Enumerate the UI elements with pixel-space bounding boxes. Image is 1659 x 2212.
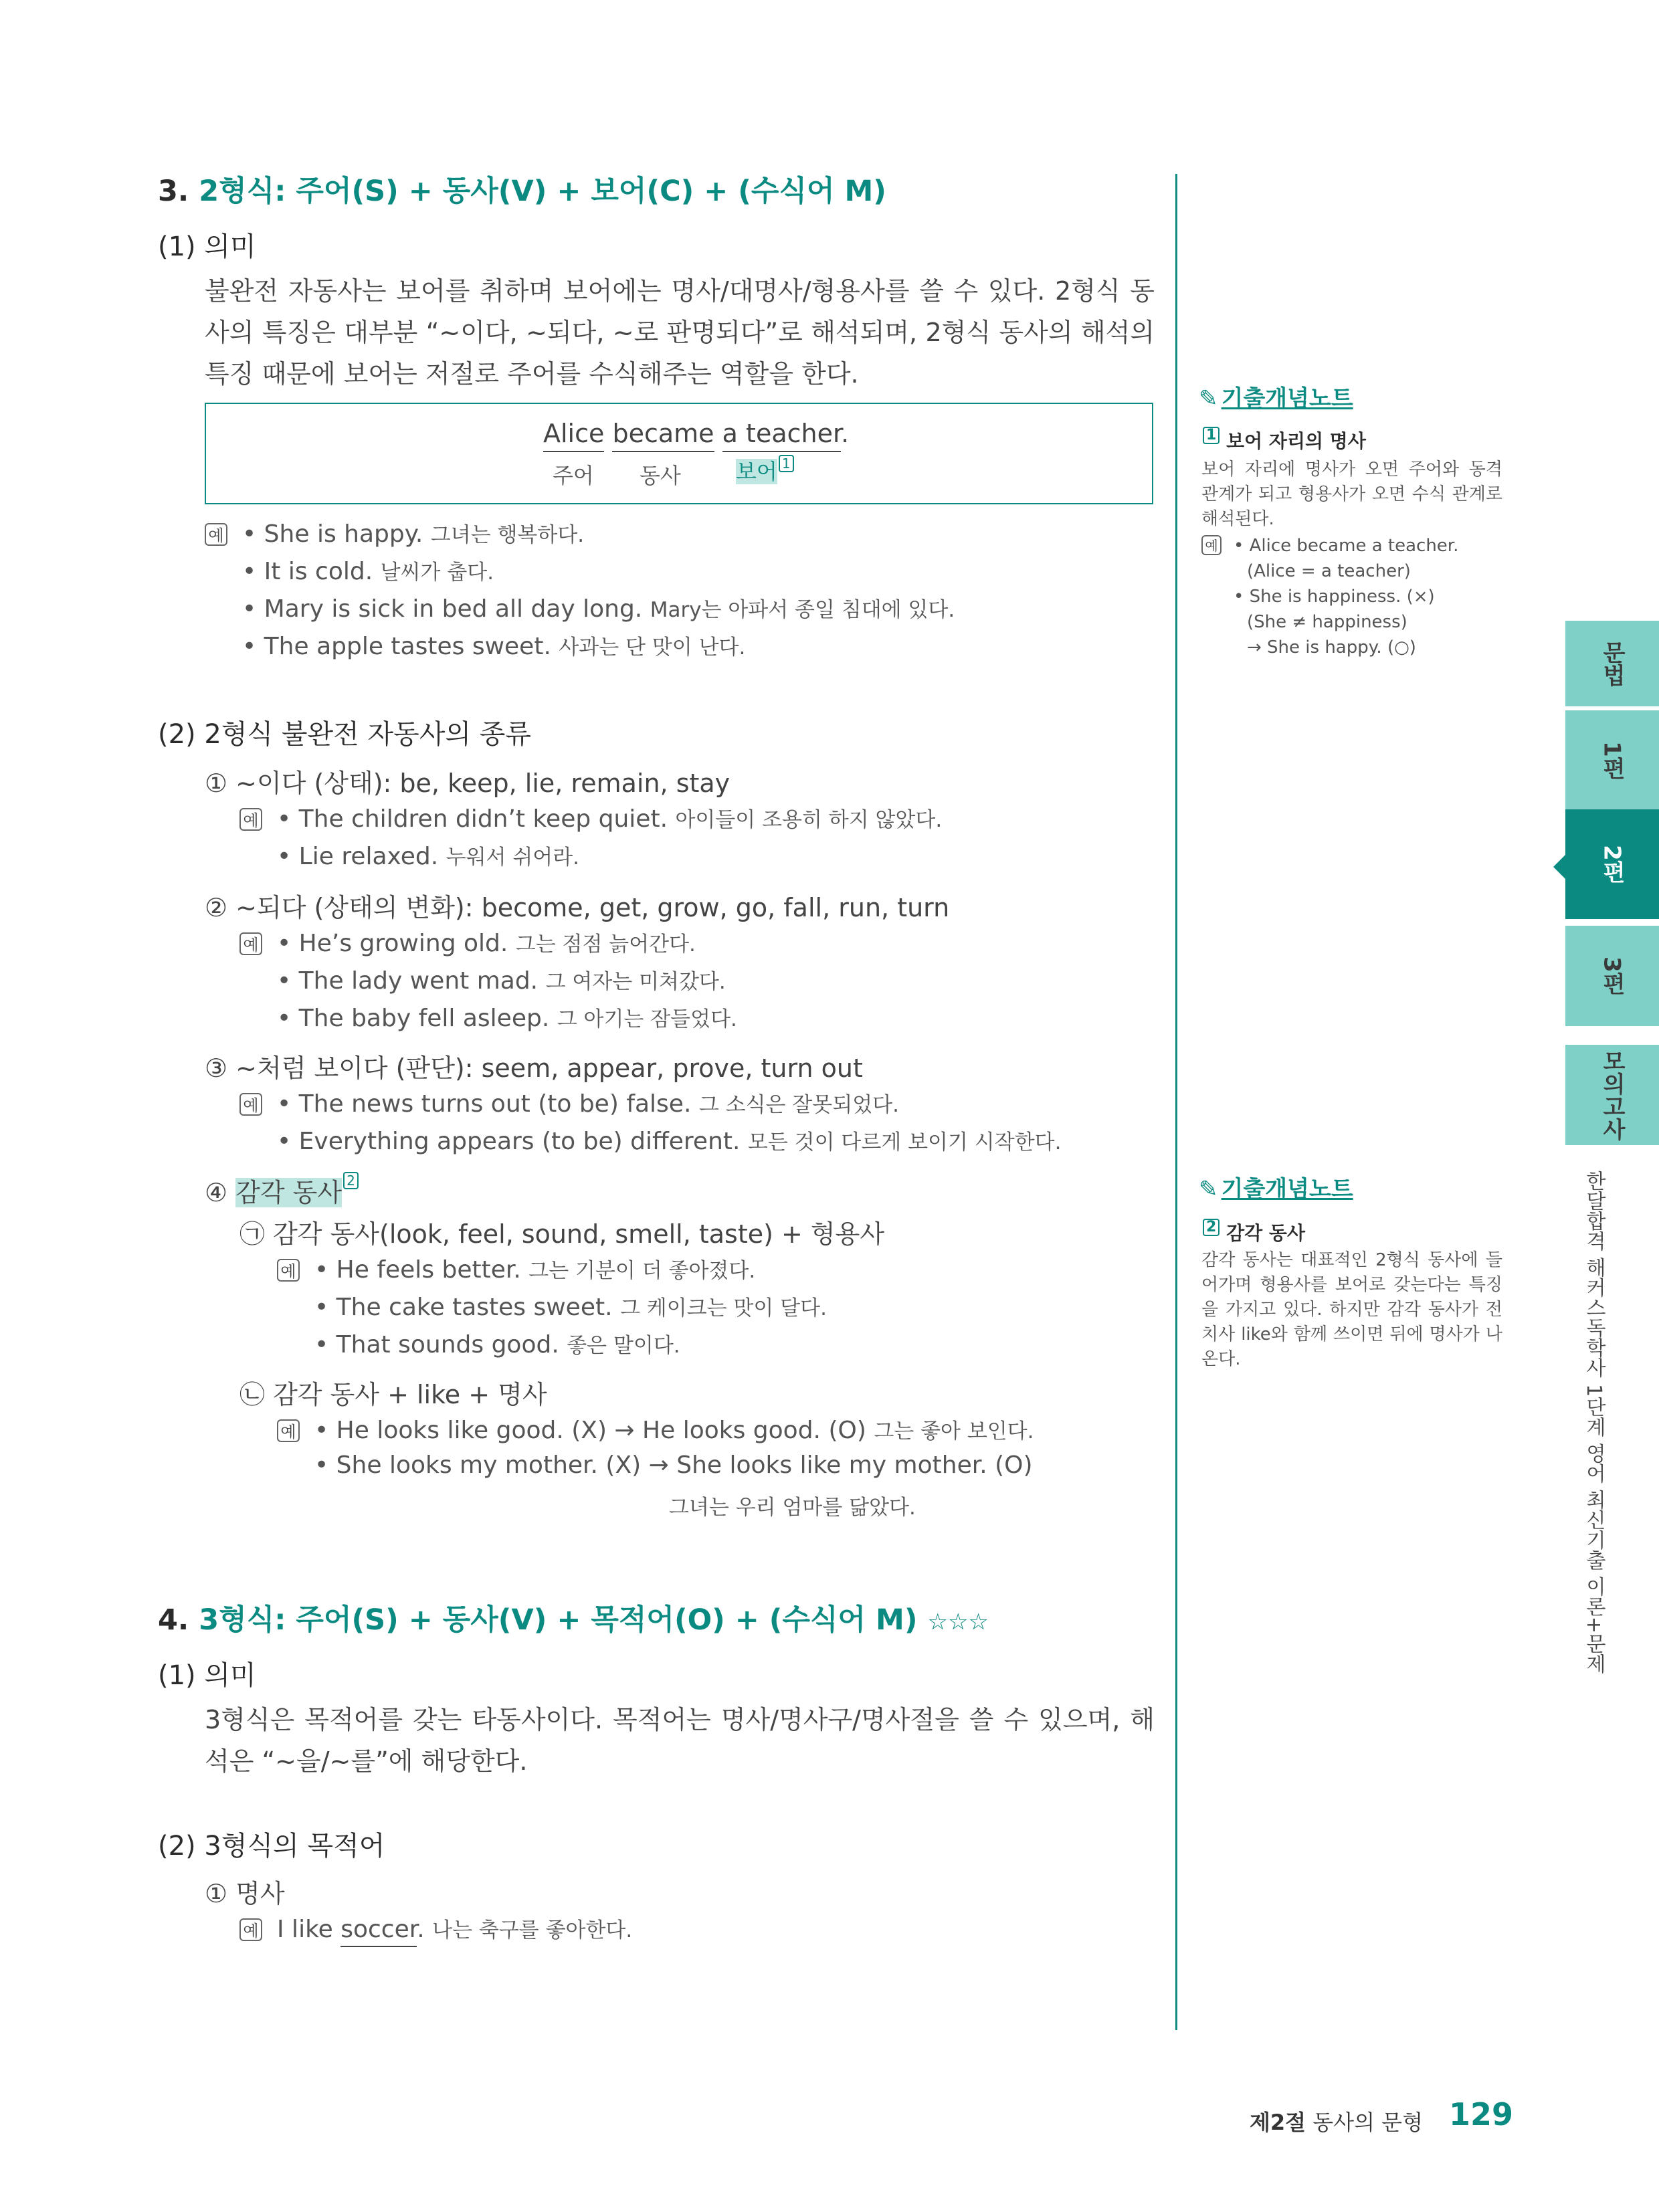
note-number: 2 — [1203, 1219, 1219, 1236]
kind-3: ③ ~처럼 보이다 (판단): seem, appear, prove, turn out — [205, 1053, 863, 1083]
example-line — [277, 927, 696, 957]
example-object-word: soccer — [340, 1916, 417, 1947]
section-4-heading — [158, 1597, 989, 1638]
sentence-diagram-box — [205, 403, 1153, 504]
subsection-object-title: (2) 3형식의 목적어 — [158, 1831, 385, 1862]
book-title: 한달합격 해커스독학사 1단계 영어 최신기출 이론+문제 — [1582, 1171, 1605, 1674]
example-line — [277, 840, 579, 870]
ye-label: 예 — [277, 1259, 300, 1282]
pencil-note-icon: ✎ — [1199, 385, 1218, 412]
active-tab-pointer — [1553, 853, 1567, 880]
example-kr: 그는 좋아 보인다. — [874, 1419, 1034, 1443]
section-3-heading — [158, 169, 886, 209]
column-divider — [1175, 174, 1177, 2030]
tab-label: 문법 — [1598, 641, 1626, 686]
section-number: 3. — [158, 175, 189, 208]
example-en: • That sounds good. — [314, 1331, 559, 1359]
example-kr: 그 아기는 잠들었다. — [557, 1007, 737, 1031]
note-2-text: 감각 동사는 대표적인 2형식 동사에 들어가며 형용사를 보어로 갖는다는 특징을 가지고 있다. 하지만 감각 동사가 전치사 like와 함께 쓰이면 뒤에 명사가 나온다. — [1201, 1250, 1502, 1369]
ye-badge — [239, 1093, 272, 1116]
note-title-text: 감각 동사 — [1226, 1222, 1306, 1244]
tab-label: 3편 — [1598, 957, 1626, 995]
example-line — [277, 1125, 1061, 1155]
section-title: 2형식: 주어(S) + 동사(V) + 보어(C) + (수식어 M) — [199, 175, 886, 208]
example-kr: 좋은 말이다. — [567, 1334, 680, 1358]
subsection-meaning-title: (1) 의미 — [158, 1660, 256, 1691]
note-ref-1: 1 — [779, 455, 794, 472]
kind-4a: ㉠ 감각 동사(look, feel, sound, smell, taste) + 형용사 — [239, 1219, 885, 1249]
ye-badge — [1201, 535, 1231, 555]
example-en: • She looks my mother. (X) → She looks like my mother. (O) — [314, 1451, 1033, 1479]
ye-badge — [239, 808, 272, 831]
diagram-period: . — [841, 419, 850, 448]
example-line — [277, 1002, 737, 1032]
example-kr: 그녀는 행복하다. — [430, 523, 585, 547]
example-kr: 그 케이크는 맛이 달다. — [620, 1296, 827, 1320]
example-en: • She is happy. — [242, 520, 423, 548]
example-line — [242, 593, 955, 623]
label-complement-text: 보어 — [736, 459, 777, 484]
example-en: • The apple tastes sweet. — [242, 633, 551, 660]
note-1-line: • Alice became a teacher. — [1234, 536, 1459, 556]
ye-label: 예 — [239, 808, 262, 831]
tab-part-2[interactable] — [1565, 809, 1659, 919]
note-2-header — [1199, 1171, 1353, 1203]
pencil-note-icon: ✎ — [1199, 1176, 1218, 1203]
diagram-sentence — [543, 419, 849, 448]
footer-chapter — [1250, 2106, 1423, 2136]
example-en: • It is cold. — [242, 558, 373, 585]
example-line — [242, 555, 494, 585]
example-line — [314, 1328, 680, 1359]
note-2-title — [1201, 1219, 1305, 1245]
tab-label: 1편 — [1598, 741, 1626, 780]
diagram-word-subject: Alice — [543, 419, 604, 452]
tab-grammar[interactable] — [1565, 621, 1659, 706]
label-subject: 주어 — [553, 463, 594, 488]
ye-badge — [239, 932, 272, 955]
ye-label: 예 — [239, 932, 262, 955]
section-title: 3형식: 주어(S) + 동사(V) + 목적어(O) + (수식어 M) — [199, 1603, 918, 1637]
note-number: 1 — [1203, 427, 1219, 444]
example-kr: 그는 점점 늙어간다. — [515, 932, 696, 957]
example-en: I like — [277, 1916, 341, 1943]
label-complement — [736, 455, 794, 486]
kind-2: ② ~되다 (상태의 변화): become, get, grow, go, fall, run, turn — [205, 893, 950, 922]
page-number: 129 — [1449, 2096, 1514, 2132]
example-en: • He looks like good. (X) → He looks good. (O) — [314, 1417, 866, 1444]
note-1-line: • She is happiness. (×) — [1234, 587, 1435, 607]
footer-chapter-number: 제2절 — [1250, 2110, 1306, 2135]
example-line — [314, 1291, 827, 1321]
example-line — [242, 518, 584, 548]
label-verb: 동사 — [640, 463, 681, 488]
note-1-title — [1201, 427, 1366, 454]
ye-badge — [239, 1918, 272, 1941]
kind-4 — [205, 1172, 359, 1209]
example-line — [314, 1451, 1033, 1479]
example-en: • The lady went mad. — [277, 967, 539, 995]
diagram-article: a — [722, 419, 738, 448]
example-en: • He feels better. — [314, 1256, 521, 1284]
example-line — [277, 965, 726, 995]
example-kr: 날씨가 춥다. — [380, 561, 494, 585]
subsection-kinds-title: (2) 2형식 불완전 자동사의 종류 — [158, 719, 532, 750]
object-kind-1: ① 명사 — [205, 1879, 285, 1908]
example-kr: 그 여자는 미쳐갔다. — [545, 970, 726, 994]
note-ref-2: 2 — [343, 1172, 359, 1189]
kind-4-number: ④ — [205, 1178, 228, 1207]
example-kr: Mary는 아파서 종일 침대에 있다. — [650, 598, 955, 622]
note-header-title: 기출개념노트 — [1221, 385, 1353, 412]
example-en: • Everything appears (to be) different. — [277, 1128, 741, 1155]
example-kr: 아이들이 조용히 하지 않았다. — [675, 808, 943, 832]
meaning-paragraph: 3형식은 목적어를 갖는 타동사이다. 목적어는 명사/명사구/명사절을 쓸 수 있으며, 해석은 “~을/~를”에 해당한다. — [205, 1705, 1155, 1776]
tab-part-1[interactable] — [1565, 710, 1659, 811]
note-header-title: 기출개념노트 — [1221, 1176, 1353, 1203]
example-en: • The cake tastes sweet. — [314, 1294, 613, 1321]
footer-section-title: 동사의 문형 — [1312, 2110, 1423, 2135]
note-1-text: 보어 자리에 명사가 오면 주어와 동격 관계가 되고 형용사가 오면 수식 관계로 해석된다. — [1201, 460, 1502, 529]
ye-label: 예 — [277, 1419, 300, 1442]
subsection-meaning-title: (1) 의미 — [158, 231, 256, 262]
tab-label: 2편 — [1598, 845, 1626, 884]
example-kr: 사과는 단 맛이 난다. — [559, 635, 746, 660]
note-1-line: (Alice = a teacher) — [1247, 561, 1411, 581]
diagram-noun: teacher — [746, 419, 842, 448]
example-line — [242, 630, 745, 660]
ye-label: 예 — [239, 1093, 262, 1116]
ye-label: 예 — [205, 523, 227, 546]
example-kr: 그녀는 우리 엄마를 닮았다. — [669, 1496, 916, 1520]
kind-4b: ㉡ 감각 동사 + like + 명사 — [239, 1380, 547, 1409]
tab-mock-exam[interactable] — [1565, 1045, 1659, 1145]
example-kr: 누워서 쉬어라. — [446, 845, 580, 870]
ye-label: 예 — [1201, 535, 1222, 555]
example-line — [277, 803, 942, 833]
example-kr: 모든 것이 다르게 보이기 시작한다. — [747, 1130, 1062, 1154]
example-line — [314, 1414, 1034, 1444]
example-en: • The children didn’t keep quiet. — [277, 805, 668, 833]
importance-stars: ☆☆☆ — [927, 1609, 989, 1635]
note-1-line: (She ≠ happiness) — [1247, 612, 1407, 632]
example-kr: 나는 축구를 좋아한다. — [432, 1918, 633, 1942]
note-1-line: → She is happy. (○) — [1247, 637, 1416, 658]
example-line — [277, 1088, 899, 1118]
example-en: • Mary is sick in bed all day long. — [242, 595, 643, 623]
example-kr-continued — [669, 1490, 916, 1520]
tab-label: 모의고사 — [1598, 1049, 1626, 1140]
example-en: • The baby fell asleep. — [277, 1005, 550, 1032]
example-en: • The news turns out (to be) false. — [277, 1090, 692, 1118]
example-period: . — [417, 1916, 425, 1943]
ye-label: 예 — [239, 1918, 262, 1941]
diagram-word-verb: became — [612, 419, 714, 452]
example-line — [314, 1253, 755, 1284]
kind-1: ① ~이다 (상태): be, keep, lie, remain, stay — [205, 769, 730, 798]
ye-badge — [277, 1419, 309, 1442]
example-en: • He’s growing old. — [277, 930, 508, 957]
ye-badge — [277, 1259, 309, 1282]
example-kr: 그 소식은 잘못되었다. — [698, 1093, 899, 1117]
example-kr: 그는 기분이 더 좋아졌다. — [528, 1259, 756, 1283]
ye-badge — [205, 523, 237, 546]
example-line — [277, 1913, 632, 1943]
kind-4-label: 감각 동사 — [235, 1178, 343, 1207]
meaning-paragraph: 불완전 자동사는 보어를 취하며 보어에는 명사/대명사/형용사를 쓸 수 있다. 2형식 동사의 특징은 대부분 “~이다, ~되다, ~로 판명되다”로 해석되며, 2형식 동사의 해석의 특징 때문에 보어는 저절로 주어를 수식해주는 역할을 한다. — [205, 276, 1155, 389]
section-number: 4. — [158, 1603, 189, 1637]
example-en: • Lie relaxed. — [277, 843, 439, 870]
tab-part-3[interactable] — [1565, 926, 1659, 1026]
diagram-word-complement — [722, 419, 841, 452]
note-1-header — [1199, 380, 1353, 413]
note-title-text: 보어 자리의 명사 — [1226, 430, 1366, 452]
